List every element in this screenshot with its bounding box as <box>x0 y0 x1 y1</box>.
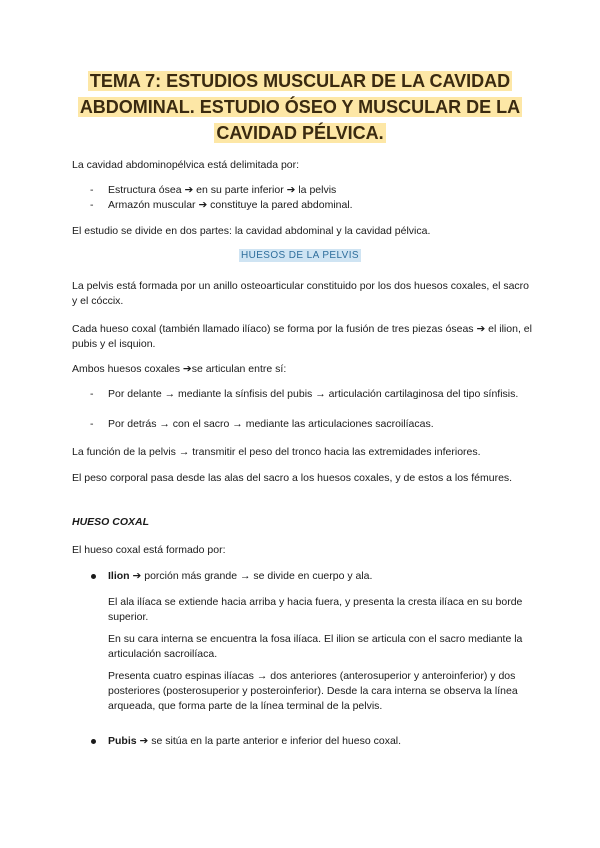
dash-marker: - <box>90 418 94 430</box>
dash-marker: - <box>90 388 94 400</box>
articulation-list-item <box>90 417 528 432</box>
bullet-item-pubis <box>108 734 528 749</box>
section-heading-text: HUESOS DE LA PELVIS <box>240 250 359 261</box>
ilion-term: Ilion <box>108 570 130 582</box>
list-item-text: Estructura ósea ➔ en su parte inferior ➔ la pelvis <box>108 184 337 196</box>
list-item-text: Por detrás → con el sacro → mediante las articulaciones sacroilíacas. <box>108 418 434 430</box>
pubis-term: Pubis <box>108 735 137 747</box>
title-line-3: CAVIDAD PÉLVICA. <box>216 123 384 143</box>
ilion-paragraph-2: En su cara interna se encuentra la fosa ilíaca. El ilion se articula con el sacro mediante la articulación sacroilíaca. <box>108 633 523 660</box>
title-line-1: TEMA 7: ESTUDIOS MUSCULAR DE LA CAVIDAD <box>89 71 511 91</box>
ilion-paragraph-3: Presenta cuatro espinas ilíacas → dos anteriores (anterosuperior y anteroinferior) y dos posteriores (posterosuperior y posteroinferior). Desde la cara interna se observa la línea arqueada, que forma parte de la línea terminal de la pelvis. <box>108 670 518 712</box>
bullet-icon <box>91 739 96 744</box>
page-title <box>60 68 540 146</box>
pelvis-paragraph-1: La pelvis está formada por un anillo osteoarticular constituido por los dos huesos coxales, el sacro y el cóccix. <box>72 280 530 307</box>
bullet-icon <box>91 574 96 579</box>
pelvis-paragraph-2: Cada hueso coxal (también llamado ilíaco) se forma por la fusión de tres piezas óseas ➔ el ilion, el pubis y el isquion. <box>72 323 532 350</box>
ilion-text: ➔ porción más grande → se divide en cuerpo y ala. <box>129 570 373 582</box>
dash-marker: - <box>90 199 94 211</box>
list-item-text: Por delante → mediante la sínfisis del pubis → articulación cartilaginosa del tipo sínfisis. <box>108 388 519 400</box>
pelvis-paragraph-4: La función de la pelvis → transmitir el peso del tronco hacia las extremidades inferiores. <box>72 446 481 458</box>
subheading: HUESO COXAL <box>72 516 150 528</box>
articulation-list-item <box>90 387 528 402</box>
title-line-2: ABDOMINAL. ESTUDIO ÓSEO Y MUSCULAR DE LA <box>79 97 521 117</box>
intro-list-item <box>90 198 528 213</box>
coxal-intro: El hueso coxal está formado por: <box>72 544 226 556</box>
bullet-item-ilion <box>108 569 528 584</box>
ilion-paragraph-1: El ala ilíaca se extiende hacia arriba y hacia fuera, y presenta la cresta ilíaca en su borde superior. <box>108 596 523 623</box>
section-heading <box>0 250 600 261</box>
list-item-text: Armazón muscular ➔ constituye la pared abdominal. <box>108 199 353 211</box>
pubis-text: ➔ se sitúa en la parte anterior e inferior del hueso coxal. <box>136 735 402 747</box>
pelvis-paragraph-5: El peso corporal pasa desde las alas del sacro a los huesos coxales, y de estos a los fémures. <box>72 472 513 484</box>
intro-list-item <box>90 183 528 198</box>
study-division-paragraph: El estudio se divide en dos partes: la cavidad abdominal y la cavidad pélvica. <box>72 225 431 237</box>
intro-paragraph: La cavidad abdominopélvica está delimitada por: <box>72 159 300 171</box>
pelvis-paragraph-3: Ambos huesos coxales ➔se articulan entre sí: <box>72 363 287 375</box>
dash-marker: - <box>90 184 94 196</box>
